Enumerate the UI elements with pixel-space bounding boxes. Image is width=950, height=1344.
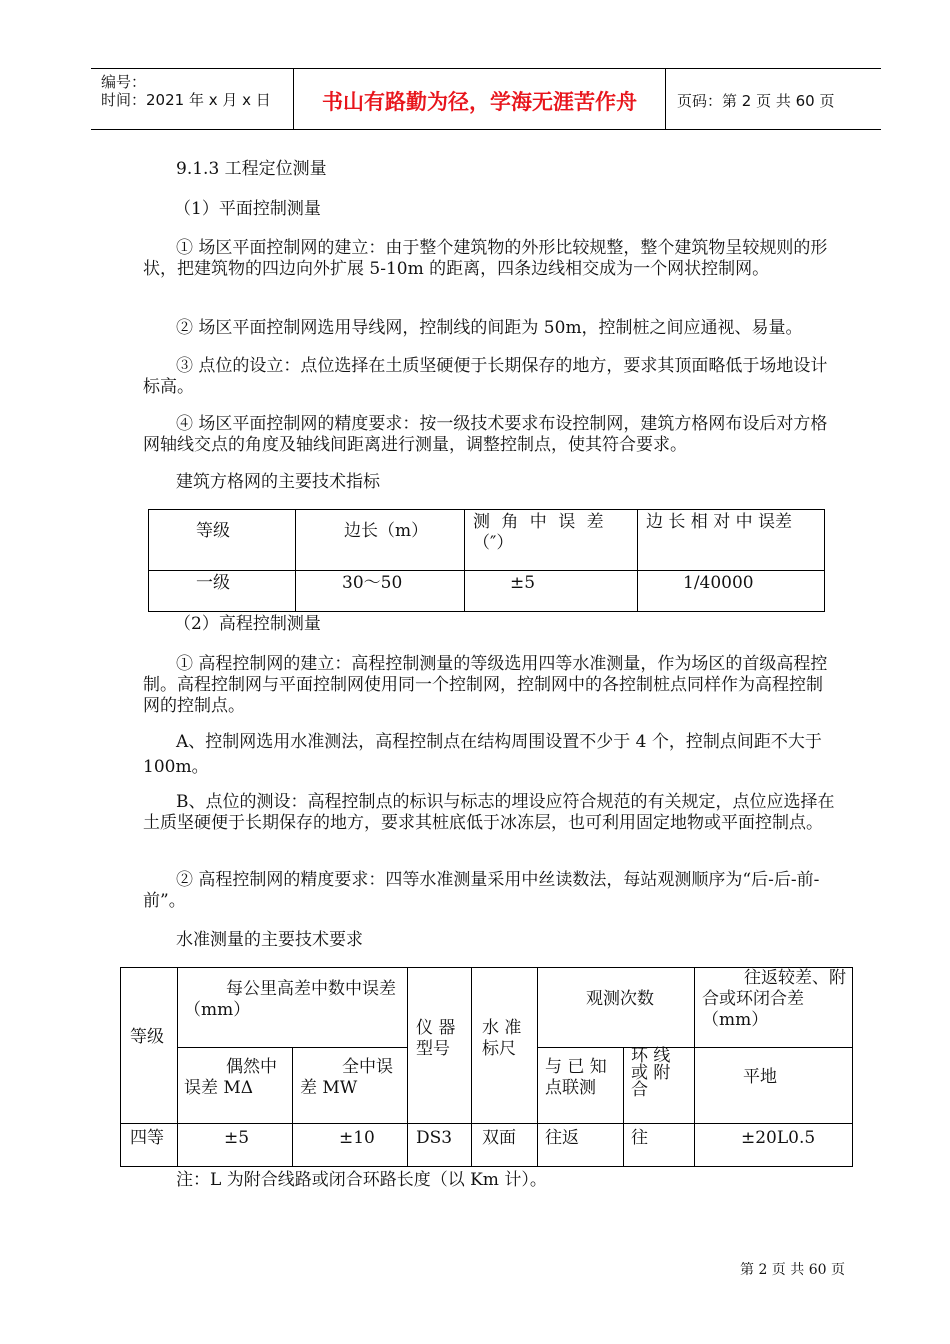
table-header-cell: 全中误差 MW xyxy=(300,1057,393,1098)
table-cell: 30～50 xyxy=(342,573,403,593)
paragraph: ① 高程控制网的建立：高程控制测量的等级选用四等水准测量，作为场区的首级高程控制。高程控制网与平面控制网使用同一个控制网，控制网中的各控制桩点同样作为高程控制网的控制点。 xyxy=(143,654,828,716)
paragraph: B、点位的测设：高程控制点的标识与标志的埋设应符合规范的有关规定，点位应选择在土质坚硬便于长期保存的地方，要求其桩底低于冰冻层，也可利用固定地物或平面控制点。 xyxy=(143,792,835,833)
page-header xyxy=(91,68,881,130)
table-cell: 双面 xyxy=(482,1128,516,1148)
table-header-cell: 环 线或 附合 xyxy=(631,1046,671,1100)
table-cell: 四等 xyxy=(130,1128,164,1148)
table-cell: ±5 xyxy=(510,573,536,593)
paragraph: ④ 场区平面控制网的精度要求：按一级技术要求布设控制网，建筑方格网布设后对方格网轴线交点的角度及轴线间距离进行测量，调整控制点，使其符合要求。 xyxy=(143,414,828,455)
header-motto: 书山有路勤为径，学海无涯苦作舟 xyxy=(322,90,637,114)
table-caption: 建筑方格网的主要技术指标 xyxy=(176,472,380,492)
table-header-cell: 边长（m） xyxy=(344,521,429,541)
code-label: 编号： xyxy=(101,73,147,91)
header-page-label: 页码：第 2 页 共 60 页 xyxy=(677,92,835,110)
table-header-cell: 仪 器型号 xyxy=(416,1018,456,1059)
table-header-cell: 与 已 知点联测 xyxy=(545,1057,607,1098)
table-cell: 往返 xyxy=(545,1128,579,1148)
paragraph: ② 高程控制网的精度要求：四等水准测量采用中丝读数法，每站观测顺序为“后-后-前-前”。 xyxy=(143,870,820,911)
table-cell: 1/40000 xyxy=(683,573,754,593)
table-cell: ±10 xyxy=(339,1128,375,1148)
table-note: 注：L 为附合线路或闭合环路长度（以 Km 计）。 xyxy=(176,1170,547,1190)
table-cell: ±20L0.5 xyxy=(741,1128,816,1148)
paragraph: A、控制网选用水准测法，高程控制点在结构周围设置不少于 4 个，控制点间距不大于 100m。 xyxy=(143,732,822,777)
table-header-cell: 测 角 中 误 差（″） xyxy=(473,512,604,553)
leveling-spec-table xyxy=(120,967,853,1167)
table-cell: DS3 xyxy=(416,1128,453,1148)
table-cell: 往 xyxy=(631,1128,648,1148)
table-header-cell: 往返较差、附合或环闭合差（mm） xyxy=(702,968,846,1030)
table-header-cell: 平地 xyxy=(743,1067,777,1087)
table-cell: ±5 xyxy=(224,1128,250,1148)
table-cell: 一级 xyxy=(196,573,230,593)
paragraph: ② 场区平面控制网选用导线网，控制线的间距为 50m，控制桩之间应通视、易量。 xyxy=(176,318,803,338)
header-divider xyxy=(665,69,666,129)
table-header-cell: 观测次数 xyxy=(586,989,654,1009)
paragraph: ① 场区平面控制网的建立：由于整个建筑物的外形比较规整，整个建筑物呈较规则的形状，把建筑物的四边向外扩展 5-10m 的距离，四条边线相交成为一个网状控制网。 xyxy=(143,238,828,279)
table-header-cell: 边 长 相 对 中 误差 xyxy=(646,512,793,532)
subsection-title: （1）平面控制测量 xyxy=(174,199,321,219)
paragraph: ③ 点位的设立：点位选择在土质坚硬便于长期保存的地方，要求其顶面略低于场地设计标高。 xyxy=(143,356,828,397)
table-header-cell: 水 准标尺 xyxy=(482,1018,522,1059)
time-label: 时间：2021 年 x 月 x 日 xyxy=(101,91,271,109)
section-title: 9.1.3 工程定位测量 xyxy=(176,159,327,179)
page-footer: 第 2 页 共 60 页 xyxy=(740,1262,845,1278)
table-header-cell: 等级 xyxy=(196,521,230,541)
table-header-cell: 每公里高差中数中误差（mm） xyxy=(184,979,396,1020)
header-meta xyxy=(91,69,293,129)
subsection-title: （2）高程控制测量 xyxy=(174,614,321,634)
table-header-cell: 等级 xyxy=(130,1027,164,1047)
grid-spec-table xyxy=(148,509,825,612)
table-caption: 水准测量的主要技术要求 xyxy=(176,930,363,950)
table-header-cell: 偶然中误差 MΔ xyxy=(184,1057,277,1098)
